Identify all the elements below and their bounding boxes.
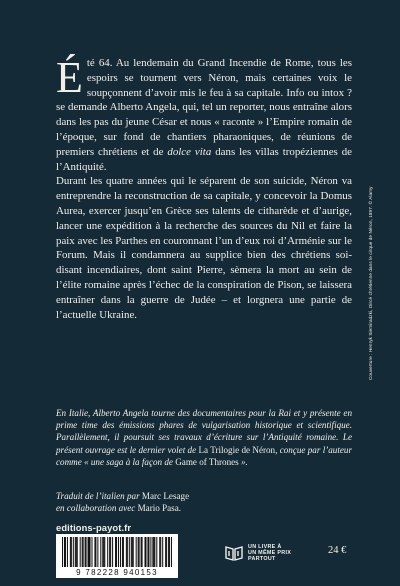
barcode-bar xyxy=(160,537,161,567)
barcode-bar xyxy=(80,537,81,567)
translation-line-2 xyxy=(56,502,316,514)
barcode-bar xyxy=(76,537,77,567)
barcode-bar xyxy=(62,537,63,567)
isbn-barcode xyxy=(56,534,178,578)
publisher-website: editions-payot.fr xyxy=(56,522,132,533)
bio-part-1: En Italie, Alberto Angela tourne des documentaires pour la Rai et y présente en prime time des émissions phares de vulgarisation historique et scientifique. Parallèlement, il poursuit ses travaux d’écriture sur l’Antiquité romaine. Le présent ouvrage est le dernier volet de xyxy=(56,408,352,455)
barcode-bar xyxy=(138,537,139,567)
barcode-bar xyxy=(141,537,142,567)
isbn-digits: 9 782228 940153 xyxy=(76,568,158,577)
barcode-bar xyxy=(100,537,101,567)
barcode-bar xyxy=(89,537,90,567)
barcode-bar xyxy=(88,537,89,567)
barcode-bar xyxy=(77,537,78,567)
drop-cap: É xyxy=(56,53,83,102)
prix-unique-text xyxy=(248,544,291,562)
barcode-bar xyxy=(153,537,154,567)
blurb-p1-text: té 64. Au lendemain du Grand Incendie de Rome, tous les espoirs se tournent vers Néron, mais certaines voix le soupçonnent d’avoir mis le feu à sa capitale. Info ou intox ? se demande Alberto Angela, qui, tel un reporter, nous entraîne alors dans les pas du jeune César et nous « raconte » l’Empire romain de l’époque, sur fond de chantiers pharaoniques, de réunions de premiers chrétiens et de xyxy=(56,57,352,158)
barcode-bar xyxy=(147,537,148,567)
translation-credit xyxy=(56,490,316,514)
translation-line-1 xyxy=(56,490,316,502)
barcode-bar xyxy=(156,537,157,567)
prix-unique-label xyxy=(224,540,291,566)
barcode-bar xyxy=(126,537,127,567)
barcode-bar xyxy=(120,537,121,567)
barcode-bar xyxy=(165,537,166,567)
barcode-bar xyxy=(107,537,108,567)
barcode-bar xyxy=(131,537,132,567)
bio-part-3: ». xyxy=(240,456,248,467)
barcode-bar xyxy=(145,537,146,567)
barcode-bar xyxy=(82,537,83,567)
cover-credit-text: Couverture : Henryk Siemiradzki, Dircé chrétienne dans le cirque de Néron, 1897. © Alamy xyxy=(368,186,373,380)
barcode-bar xyxy=(127,537,128,567)
barcode-bar xyxy=(104,537,105,567)
barcode-bar xyxy=(103,537,104,567)
barcode-bar xyxy=(162,537,163,567)
barcode-bar xyxy=(75,537,76,567)
barcode-bar xyxy=(102,537,103,567)
barcode-bar xyxy=(73,537,74,567)
blurb-p1-end: dans les villas tropéziennes de l’Antiquité. xyxy=(56,145,353,173)
translator-name: Marc Lesage xyxy=(141,491,190,501)
barcode-bar xyxy=(65,537,66,567)
barcode-bar xyxy=(139,537,140,567)
barcode-bar xyxy=(152,537,153,567)
barcode-bar xyxy=(94,537,95,567)
barcode-bar xyxy=(166,537,167,567)
barcode-bar xyxy=(90,537,91,567)
barcode-bar xyxy=(70,537,71,567)
barcode-bar xyxy=(148,537,149,567)
barcode-bar xyxy=(171,537,172,567)
blurb-p1-italic: dolce vita xyxy=(167,145,212,158)
bio-series-name: Game of Thrones xyxy=(175,456,239,467)
collaborator-name: Mario Pasa. xyxy=(137,503,182,514)
barcode-bar xyxy=(116,537,117,567)
barcode-bar xyxy=(85,537,86,567)
bio-part-2: , conçue par l’auteur comme « une saga à la façon de xyxy=(56,444,352,467)
barcode-bar xyxy=(115,537,116,567)
barcode-bar xyxy=(145,537,146,567)
barcode-bar xyxy=(95,537,96,567)
price: 24 € xyxy=(328,545,347,556)
barcode-bar xyxy=(64,537,65,567)
barcode-bar xyxy=(169,537,170,567)
barcode-bar xyxy=(118,537,119,567)
prix-unique-line-3: PARTOUT xyxy=(248,556,276,562)
barcode-bar xyxy=(150,537,151,567)
blurb-paragraph-2: Durant les quatre années qui le séparent de son suicide, Néron va entreprendre la reconstruction de sa capitale, y concevoir la Domus Aurea, exercer jusqu’en Grèce ses talents de citharède et d’aurige, lancer une expédition à la recherche des sources du Nil et faire la paix avec les Parthes en couronnant l’un d’eux roi d’Arménie sur le Forum. Mais il condamnera au supplice bien des chrétiens soi-disant incendiaires, dont saint Pierre, sèmera la mort au sein de l’élite romaine après l’échec de la conspiration de Pison, se laissera entraîner dans la guerre de Judée – et lorgnera une partie de l’actuelle Ukraine. xyxy=(56,175,352,321)
prix-unique-line-1: UN LIVRE À xyxy=(248,544,282,550)
barcode-bar xyxy=(97,537,98,567)
barcode-bars xyxy=(62,537,172,567)
barcode-bar xyxy=(109,537,110,567)
barcode-bar xyxy=(86,537,87,567)
barcode-bar xyxy=(133,537,134,567)
barcode-bar xyxy=(159,537,160,567)
barcode-bar xyxy=(122,537,123,567)
barcode-bar xyxy=(129,537,130,567)
barcode-bar xyxy=(168,537,169,567)
barcode-bar xyxy=(71,537,72,567)
barcode-bar xyxy=(112,537,113,567)
barcode-bar xyxy=(91,537,92,567)
barcode-bar xyxy=(83,537,84,567)
open-book-icon xyxy=(224,543,244,563)
barcode-bar xyxy=(132,537,133,567)
barcode-bar xyxy=(110,537,111,567)
prix-unique-line-2: UN MÊME PRIX xyxy=(248,550,292,556)
blurb-paragraph-1 xyxy=(56,53,353,174)
collaboration-prefix: en collaboration avec xyxy=(56,503,136,514)
translation-prefix: Traduit de l’italien par xyxy=(56,491,140,501)
bio-book-title: La Trilogie de Néron xyxy=(198,444,276,455)
barcode-bar xyxy=(136,537,137,567)
barcode-bar xyxy=(123,537,124,567)
barcode-bar xyxy=(154,537,155,567)
blurb-text xyxy=(56,53,353,322)
author-bio xyxy=(56,407,352,468)
barcode-bar xyxy=(67,537,68,567)
barcode-bar xyxy=(142,537,143,567)
